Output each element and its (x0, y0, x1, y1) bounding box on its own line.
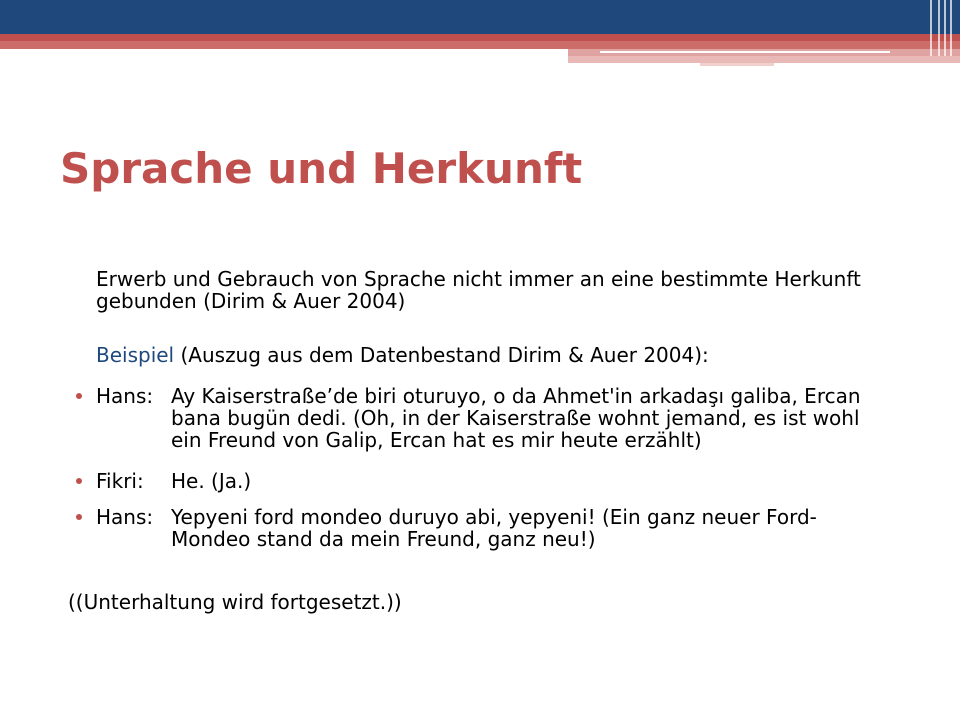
banner-navy-band (0, 0, 960, 34)
banner-white-line (600, 51, 890, 53)
dialogue-speaker: Fikri: (96, 469, 144, 493)
example-label: Beispiel (96, 343, 175, 367)
example-heading (96, 344, 906, 366)
dialogue-speaker: Hans: (96, 505, 154, 529)
banner-vertical-stripes (900, 0, 960, 56)
banner-red-band (0, 34, 960, 41)
banner-stripe (930, 0, 932, 56)
bullet-icon (76, 514, 82, 520)
banner-stripe (950, 0, 952, 56)
banner-stripe (938, 0, 940, 56)
intro-paragraph: Erwerb und Gebrauch von Sprache nicht immer an eine bestimmte Herkunft gebunden (Dirim & Auer 2004) (96, 267, 861, 313)
bullet-icon (76, 478, 82, 484)
dialogue-utterance: He. (Ja.) (171, 469, 252, 493)
banner-stripe (944, 0, 946, 56)
dialogue-speaker: Hans: (96, 384, 154, 408)
slide-title: Sprache und Herkunft (60, 144, 583, 193)
banner-red-band-light (0, 41, 960, 49)
example-source: (Auszug aus dem Datenbestand Dirim & Auer 2004): (174, 343, 709, 367)
banner-pink-band-light (568, 56, 960, 63)
bullet-icon (76, 393, 82, 399)
dialogue-utterance: Yepyeni ford mondeo duruyo abi, yepyeni! (Ein ganz neuer Ford-Mondeo stand da mein Freund, ganz neu!) (171, 505, 817, 551)
top-decorative-banner (0, 0, 960, 70)
closing-note: ((Unterhaltung wird fortgesetzt.)) (68, 590, 402, 614)
dialogue-utterance: Ay Kaiserstraße’de biri oturuyo, o da Ahmet'in arkadaşı galiba, Ercan bana bugün dedi. (Oh, in der Kaiserstraße wohnt jemand, es ist wohl ein Freund von Galip, Ercan hat es mir heute erzählt) (171, 384, 861, 452)
banner-pink-accent (700, 63, 774, 66)
